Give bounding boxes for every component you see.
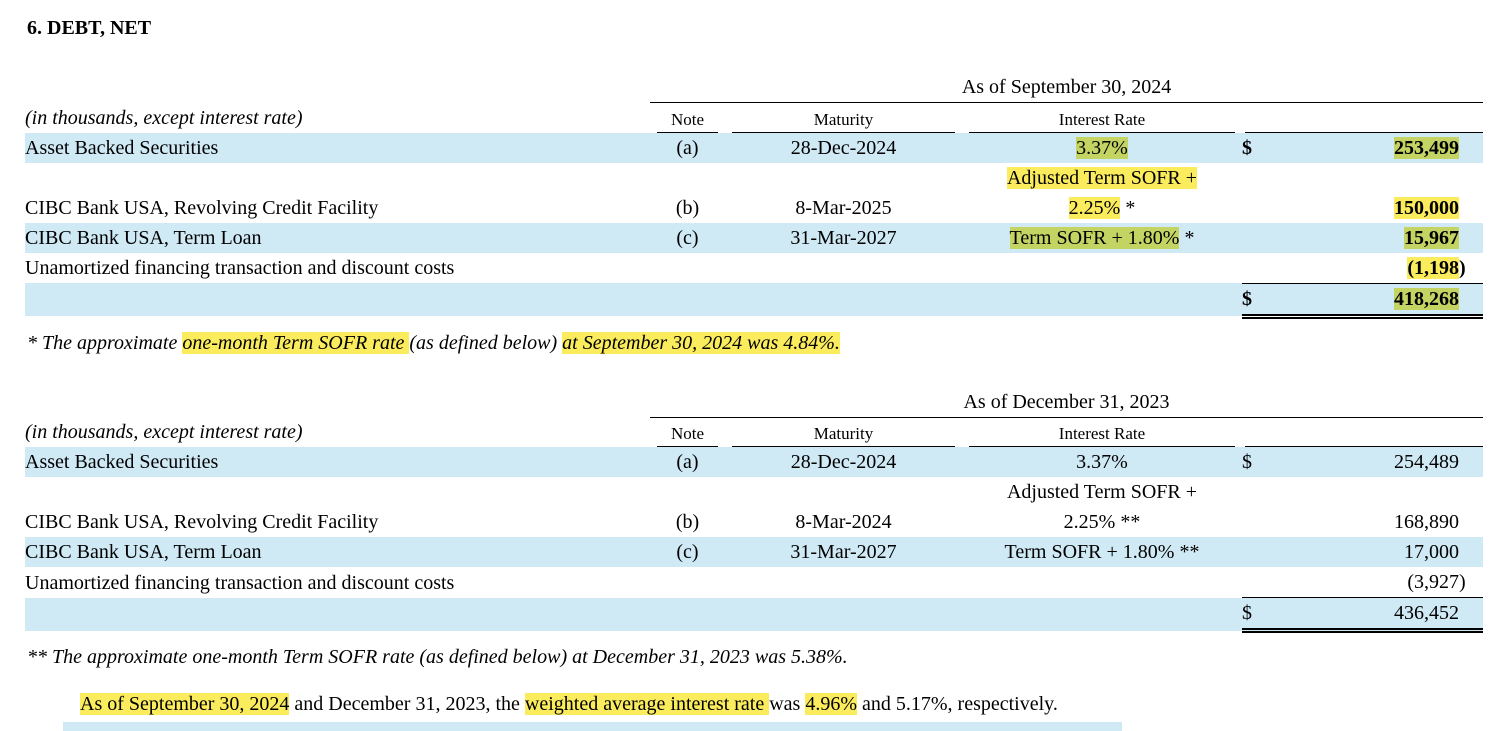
note-ref: (b)	[675, 196, 700, 219]
amount-value: 168,890	[1394, 511, 1459, 533]
section-title: 6. DEBT, NET	[27, 17, 152, 39]
currency-symbol	[1242, 477, 1290, 537]
maturity-date: 28-Dec-2024	[790, 136, 897, 159]
currency-symbol: $	[1242, 136, 1252, 159]
note-ref: (a)	[676, 136, 699, 159]
maturity-date: 28-Dec-2024	[790, 451, 897, 473]
currency-symbol	[1242, 537, 1290, 567]
currency-symbol: $	[1242, 598, 1290, 631]
table-row-asset-backed-securities	[25, 447, 1483, 477]
interest-rate: Adjusted Term SOFR + 2.25% **	[1006, 481, 1198, 533]
partial-next-row-highlight	[63, 722, 1122, 731]
total-amount	[1290, 283, 1459, 316]
highlighted-footnote-text: one-month Term SOFR rate	[182, 331, 410, 354]
amount-value	[1290, 253, 1459, 284]
highlighted-amount: 15,967	[1404, 226, 1459, 249]
debt-table-2024	[25, 72, 1483, 319]
note-column-header: Note	[650, 103, 725, 133]
debt-label: CIBC Bank USA, Revolving Credit Facility	[25, 511, 379, 533]
amount-column-header	[1242, 417, 1483, 447]
highlighted-amount: 418,268	[1394, 287, 1459, 310]
units-caption: (in thousands, except interest rate)	[25, 421, 303, 443]
amount-value: (3,927	[1407, 571, 1459, 593]
period-header: As of December 31, 2023	[650, 387, 1483, 418]
highlighted-amount: 253,499	[1394, 136, 1459, 159]
debt-label: Unamortized financing transaction and discount costs	[25, 571, 455, 594]
highlighted-amount: 150,000	[1394, 196, 1459, 219]
amount-value: 254,489	[1394, 451, 1459, 473]
note-ref: (c)	[676, 226, 699, 249]
debt-label: Unamortized financing transaction and discount costs	[25, 257, 455, 279]
paren-cell	[1459, 477, 1483, 537]
interest-rate	[962, 163, 1242, 223]
currency-symbol	[1242, 253, 1290, 284]
period-header-row	[25, 72, 1483, 103]
maturity-column-header: Maturity	[725, 417, 962, 447]
amount-column-header	[1242, 103, 1483, 133]
rate-footnote-marker: **	[1115, 511, 1141, 533]
weighted-average-rate-paragraph: As of September 30, 2024 and December 31, 2023, the weighted average interest rate was 4.96% and 5.17%, respectively.	[80, 693, 1058, 715]
paren-cell	[1459, 447, 1483, 477]
table-row-unamortized-costs	[25, 253, 1483, 284]
note-ref: (c)	[676, 541, 699, 563]
maturity-date: 31-Mar-2027	[790, 541, 897, 563]
amount-value	[1290, 163, 1459, 223]
period-header: As of September 30, 2024	[650, 72, 1483, 103]
paren-cell: )	[1459, 571, 1466, 593]
paren-cell	[1459, 163, 1483, 223]
currency-symbol: $	[1242, 451, 1252, 473]
table-row-revolving-credit-facility	[25, 163, 1483, 223]
debt-label: CIBC Bank USA, Term Loan	[25, 226, 262, 249]
rate-footnote-marker: *	[1120, 196, 1136, 219]
period-header-row	[25, 387, 1483, 418]
currency-symbol	[1242, 163, 1290, 223]
rate-column-header: Interest Rate	[962, 417, 1242, 447]
highlighted-rate: Term SOFR + 1.80%	[1009, 226, 1180, 249]
table-row-total	[25, 598, 1483, 631]
rate-footnote-marker: **	[1174, 541, 1200, 563]
note-ref: (a)	[676, 451, 699, 473]
table-row-asset-backed-securities	[25, 133, 1483, 163]
highlighted-amount: (1,198	[1407, 256, 1459, 279]
maturity-date: 31-Mar-2027	[790, 226, 897, 249]
table-row-term-loan	[25, 223, 1483, 253]
rate-column-header: Interest Rate	[962, 103, 1242, 133]
maturity-column-header: Maturity	[725, 103, 962, 133]
currency-symbol: $	[1242, 283, 1290, 316]
interest-rate	[962, 223, 1242, 253]
footnote-2024: * The approximate one-month Term SOFR rate (as defined below) at September 30, 2024 was 4.84%.	[27, 331, 840, 354]
paren-cell	[1459, 223, 1483, 253]
units-caption: (in thousands, except interest rate)	[25, 106, 303, 129]
paren-cell	[1459, 537, 1483, 567]
highlighted-text: weighted average interest rate	[524, 693, 770, 715]
interest-rate: Term SOFR + 1.80% **	[1004, 541, 1200, 563]
maturity-date: 8-Mar-2025	[795, 196, 892, 219]
note-column-header: Note	[650, 417, 725, 447]
paren-cell	[1459, 598, 1483, 631]
currency-symbol	[1242, 223, 1290, 253]
maturity-date: 8-Mar-2024	[795, 511, 892, 533]
highlighted-rate-line1: Adjusted Term SOFR +	[1006, 166, 1198, 189]
debt-label: CIBC Bank USA, Term Loan	[25, 541, 262, 563]
highlighted-rate: 3.37%	[1076, 136, 1128, 159]
paren-cell: )	[1459, 256, 1466, 279]
interest-rate	[962, 133, 1242, 163]
note-ref: (b)	[675, 511, 700, 533]
footnote-2023: ** The approximate one-month Term SOFR rate (as defined below) at December 31, 2023 was 5.38%.	[27, 646, 848, 668]
table-row-revolving-credit-facility	[25, 477, 1483, 537]
highlighted-text: As of September 30, 2024	[80, 693, 290, 715]
interest-rate: 3.37%	[1076, 451, 1128, 473]
table-row-total	[25, 283, 1483, 316]
debt-label: Asset Backed Securities	[25, 451, 219, 473]
column-header-row	[25, 417, 1483, 447]
column-header-row	[25, 103, 1483, 133]
amount-value	[1290, 133, 1459, 163]
table-row-unamortized-costs	[25, 567, 1483, 598]
highlighted-footnote-text: at September 30, 2024 was 4.84%.	[562, 331, 840, 354]
amount-value: 17,000	[1404, 541, 1459, 563]
paren-cell	[1459, 283, 1483, 316]
debt-table-2023	[25, 387, 1483, 634]
highlighted-rate-line2: 2.25%	[1068, 196, 1121, 219]
paren-cell	[1459, 133, 1483, 163]
highlighted-text: 4.96%	[805, 693, 858, 715]
amount-value	[1290, 223, 1459, 253]
currency-symbol	[1242, 567, 1290, 598]
spacer-cell	[25, 387, 650, 418]
total-amount: 436,452	[1290, 598, 1459, 631]
rate-footnote-marker: *	[1179, 226, 1195, 249]
debt-label: Asset Backed Securities	[25, 136, 219, 159]
table-row-term-loan	[25, 537, 1483, 567]
spacer-cell	[25, 72, 650, 103]
debt-label: CIBC Bank USA, Revolving Credit Facility	[25, 196, 379, 219]
